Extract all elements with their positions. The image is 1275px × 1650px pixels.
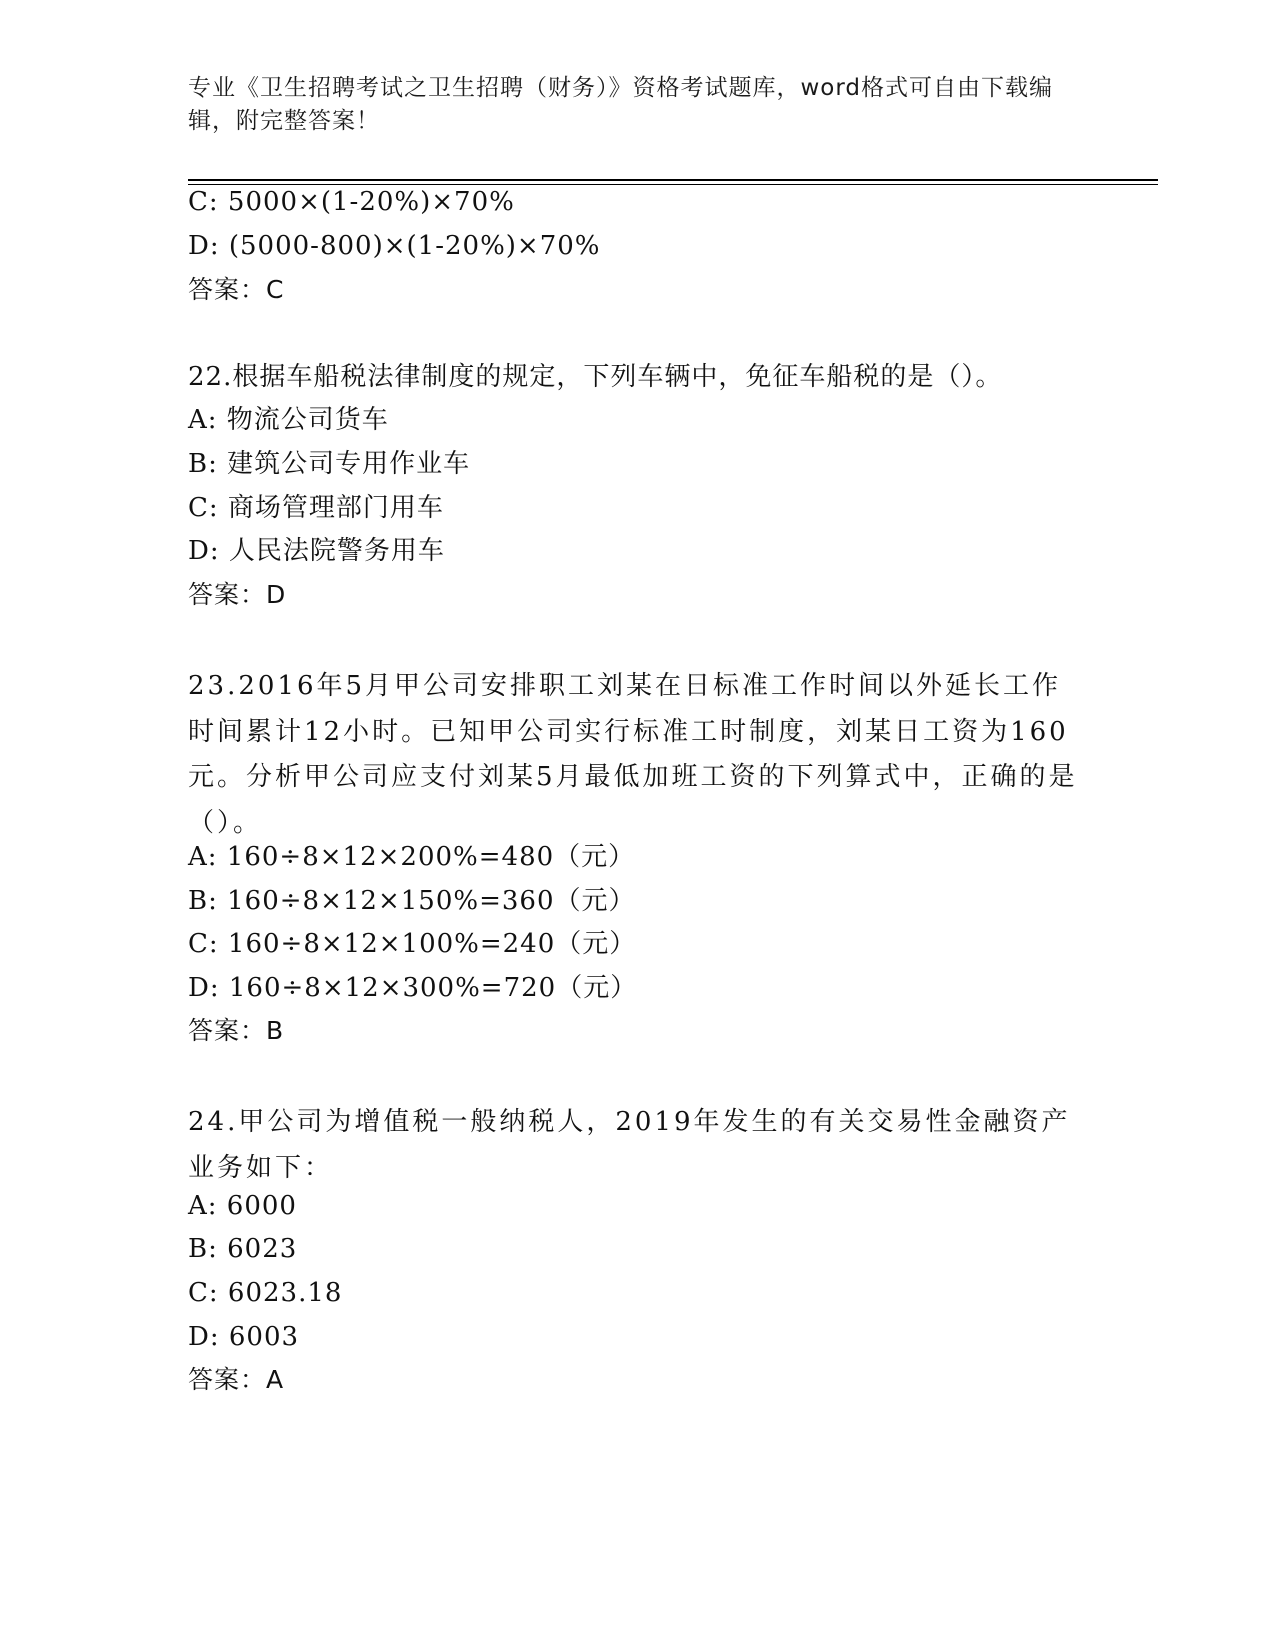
q24-option-d: D: 6003: [188, 1322, 300, 1352]
q23-option-d: D: 160÷8×12×300%=720（元）: [188, 973, 638, 1003]
q24-option-c: C: 6023.18: [188, 1278, 343, 1308]
q24-option-a: A: 6000: [188, 1191, 297, 1221]
header-divider-thin: [188, 184, 1158, 185]
q23-answer: 答案：B: [188, 1016, 285, 1045]
q23-option-c: C: 160÷8×12×100%=240（元）: [188, 929, 637, 959]
q22-answer: 答案：D: [188, 580, 287, 609]
q23-stem: 23.2016年5月甲公司安排职工刘某在日标准工作时间以外延长工作时间累计12小时。已知甲公司实行标准工时制度，刘某日工资为160元。分析甲公司应支付刘某5月最低加班工资的下列算式中，正确的是（）。: [188, 671, 1078, 838]
q22-option-b: B: 建筑公司专用作业车: [188, 449, 471, 479]
q21-option-d: D: (5000-800)×(1-20%)×70%: [188, 231, 601, 261]
q23-option-a: A: 160÷8×12×200%=480（元）: [188, 842, 636, 872]
q21-answer: 答案：C: [188, 275, 285, 304]
q22-option-c: C: 商场管理部门用车: [188, 493, 444, 523]
q24-option-b: B: 6023: [188, 1234, 298, 1264]
q21-option-c: C: 5000×(1-20%)×70%: [188, 187, 515, 217]
document-header: 专业《卫生招聘考试之卫生招聘（财务）》资格考试题库，word格式可自由下载编辑，附完整答案！: [188, 75, 1054, 134]
header-divider-thick: [188, 179, 1158, 181]
q24-answer: 答案：A: [188, 1365, 285, 1394]
q24-stem: 24.甲公司为增值税一般纳税人，2019年发生的有关交易性金融资产业务如下：: [188, 1107, 1071, 1183]
q22-option-a: A: 物流公司货车: [188, 405, 389, 435]
q23-option-b: B: 160÷8×12×150%=360（元）: [188, 886, 636, 916]
q22-stem: 22.根据车船税法律制度的规定，下列车辆中，免征车船税的是（）。: [188, 362, 1003, 392]
q22-option-d: D: 人民法院警务用车: [188, 536, 445, 566]
